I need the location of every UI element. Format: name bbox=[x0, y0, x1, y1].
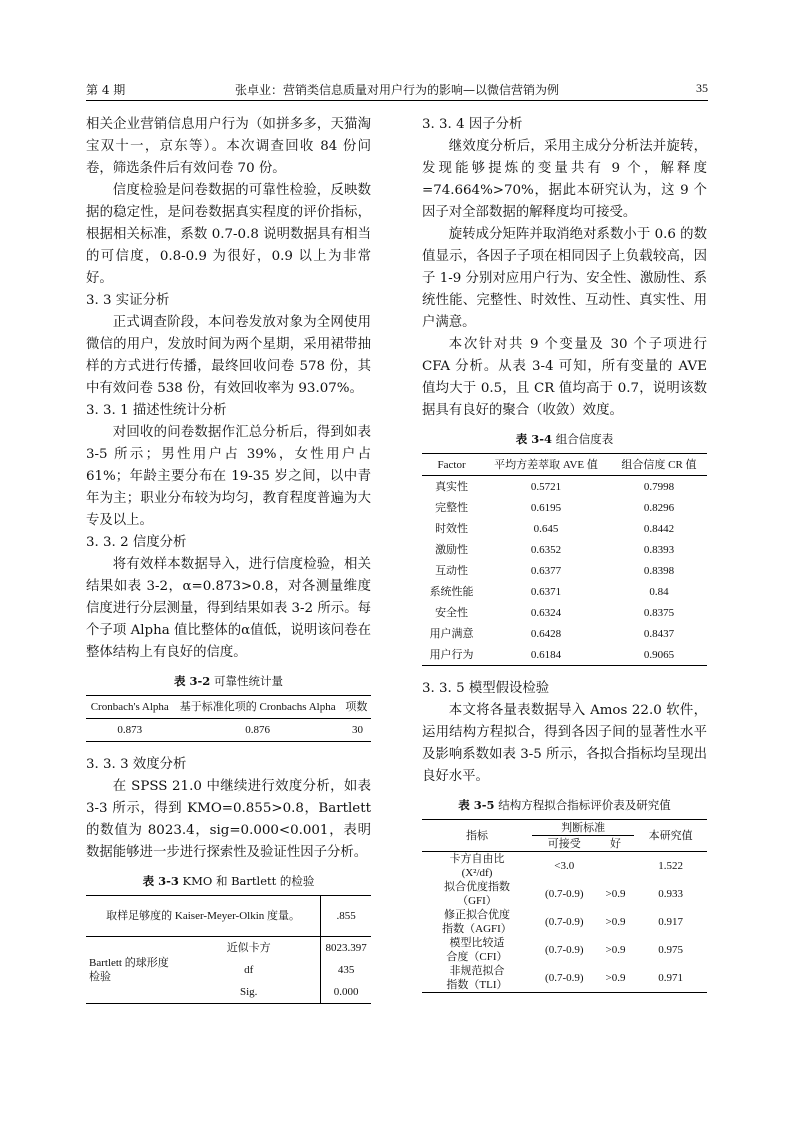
table-row bbox=[422, 497, 707, 518]
table-cell: 0.975 bbox=[658, 944, 684, 956]
section-heading: 3. 3. 5 模型假设检验 bbox=[422, 681, 550, 696]
table-cell: 时效性 bbox=[435, 522, 469, 535]
table-cell: 安全性 bbox=[435, 606, 469, 619]
table-cell: 0.971 bbox=[658, 972, 684, 984]
table-cell: 0.000 bbox=[333, 986, 359, 998]
table-row bbox=[422, 476, 707, 498]
table-row bbox=[422, 852, 707, 881]
table-cell: 0.6377 bbox=[530, 564, 562, 577]
model-fit-table bbox=[422, 819, 707, 993]
table-cell: 0.84 bbox=[649, 585, 669, 598]
table-row bbox=[422, 539, 707, 560]
table-title: 结构方程拟合指标评价表及研究值 bbox=[498, 798, 671, 812]
table-cell: 0.6195 bbox=[530, 501, 562, 514]
table-cell: 用户满意 bbox=[429, 627, 474, 640]
table-cell: 0.8393 bbox=[643, 543, 675, 556]
table-cell: 0.645 bbox=[533, 522, 559, 535]
table-cell: (0.7-0.9) bbox=[545, 888, 584, 900]
paragraph: 信度检验是问卷数据的可靠性检验，反映数据的稳定性，是问卷数据真实程度的评价指标，根据相关标准，系数 0.7-0.8 说明数据具有相当的可信度，0.8-0.9 为很好，0.9 以上为非常好。 bbox=[86, 183, 371, 286]
table-cell: 取样足够度的 Kaiser-Meyer-Olkin 度量。 bbox=[86, 896, 321, 937]
table-cell: 0.6184 bbox=[530, 648, 562, 661]
table-cell: 0.917 bbox=[658, 916, 684, 928]
table-cell: 卡方自由比 (X²/df) bbox=[449, 853, 505, 879]
table-header: 本研究值 bbox=[648, 829, 693, 842]
table-cell: 近似卡方 bbox=[177, 937, 321, 960]
table-number: 表 3-2 bbox=[174, 674, 211, 688]
table-cell: 系统性能 bbox=[429, 585, 474, 598]
table-cell: 拟合优度指数 （GFI） bbox=[443, 881, 510, 907]
paragraph: 在 SPSS 21.0 中继续进行效度分析，如表 3-3 所示，得到 KMO=0.855>0.8，Bartlett 的数值为 8023.4，sig=0.000<0.001，表明数据能够进一步进行探索性及验证性因子分析。 bbox=[86, 779, 371, 860]
table-cell: >0.9 bbox=[605, 944, 626, 956]
table-caption bbox=[422, 794, 707, 816]
table-cell: Bartlett 的球形度检验 bbox=[89, 957, 169, 983]
table-cell: 修正拟合优度 指数（AGFI） bbox=[442, 909, 512, 935]
section-heading: 3. 3 实证分析 bbox=[86, 293, 170, 308]
table-row bbox=[422, 581, 707, 602]
paragraph: 相关企业营销信息用户行为（如拼多多，天猫淘宝双十一，京东等）。本次调查回收 84 份问卷，筛选条件后有效问卷 70 份。 bbox=[86, 117, 371, 176]
table-header: 好 bbox=[609, 837, 621, 850]
table-number: 表 3-3 bbox=[142, 874, 179, 888]
paragraph: 正式调查阶段，本问卷发放对象为全网使用微信的用户，发放时间为两个星期，采用裙带抽样的方式进行传播，最终回收问卷 578 份，其中有效问卷 538 份，有效回收率为 93.07%。 bbox=[86, 315, 371, 396]
table-caption bbox=[86, 670, 371, 692]
right-column bbox=[422, 114, 707, 993]
table-cell: 1.522 bbox=[658, 860, 684, 872]
table-title: 组合信度表 bbox=[555, 432, 614, 446]
paragraph: 对回收的问卷数据作汇总分析后，得到如表 3-5 所示；男性用户占 39%，女性用户占 61%；年龄主要分布在 19-35 岁之间，以中青年为主；职业分布较为均匀，教育程度普遍为大专及以上。 bbox=[86, 425, 371, 528]
table-header: Cronbach's Alpha bbox=[90, 701, 169, 713]
page-number: 35 bbox=[696, 81, 708, 95]
table-row bbox=[422, 880, 707, 908]
table-caption bbox=[86, 870, 371, 892]
table-caption bbox=[422, 428, 707, 450]
table-cell: 0.8375 bbox=[643, 606, 675, 619]
table-cell: 0.6324 bbox=[530, 606, 562, 619]
paragraph: 本次针对共 9 个变量及 30 个子项进行 CFA 分析。从表 3-4 可知，所有变量的 AVE 值均大于 0.5，且 CR 值均高于 0.7，说明该数据具有良好的聚合（收敛）效度。 bbox=[422, 337, 707, 418]
table-cell: (0.7-0.9) bbox=[545, 972, 584, 984]
table-cell: (0.7-0.9) bbox=[545, 944, 584, 956]
table-cell: 0.6371 bbox=[530, 585, 562, 598]
table-cell: 完整性 bbox=[435, 501, 469, 514]
table-cell: 0.8296 bbox=[643, 501, 675, 514]
table-cell: 0.5721 bbox=[530, 480, 562, 493]
table-cell: 0.8398 bbox=[643, 564, 675, 577]
reliability-table bbox=[86, 695, 371, 742]
table-cell: df bbox=[177, 959, 321, 981]
table-title: KMO 和 Bartlett 的检验 bbox=[182, 874, 315, 888]
section-heading: 3. 3. 2 信度分析 bbox=[86, 535, 187, 550]
paragraph: 继效度分析后，采用主成分分析法并旋转，发现能够提炼的变量共有 9 个，解释度=74.664%>70%，据此本研究认为，这 9 个因子对全部数据的解释度均可接受。 bbox=[422, 139, 707, 220]
table-header: 判断标准 bbox=[561, 821, 606, 834]
paragraph: 旋转成分矩阵并取消绝对系数小于 0.6 的数值显示，各因子子项在相同因子上负载较高，因子 1-9 分别对应用户行为、安全性、激励性、系统性能、完整性、时效性、互动性、真实性、用户满意。 bbox=[422, 227, 707, 330]
table-cell: 0.9065 bbox=[643, 648, 675, 661]
table-cell: 8023.397 bbox=[325, 942, 367, 954]
table-cell: 非规范拟合 指数（TLI） bbox=[446, 965, 508, 991]
table-cell: 0.933 bbox=[658, 888, 684, 900]
table-cell: 0.6428 bbox=[530, 627, 562, 640]
table-cell: 0.6352 bbox=[530, 543, 562, 556]
table-row bbox=[422, 644, 707, 666]
table-header: 可接受 bbox=[547, 837, 581, 850]
table-header: Factor bbox=[437, 458, 466, 471]
table-cell bbox=[597, 852, 635, 881]
table-number: 表 3-4 bbox=[515, 432, 553, 446]
section-heading: 3. 3. 4 因子分析 bbox=[422, 117, 523, 132]
paragraph: 将有效样本数据导入，进行信度检验，相关结果如表 3-2，α=0.873>0.8，对各测量维度信度进行分层测量，得到结果如表 3-2 所示。每个子项 Alpha 值比整体的α值低，说明该问卷在整体结构上有良好的信度。 bbox=[86, 557, 371, 660]
table-cell: 互动性 bbox=[435, 564, 469, 577]
table-header: 平均方差萃取 AVE 值 bbox=[494, 458, 598, 471]
table-cell: >0.9 bbox=[605, 916, 626, 928]
issue-number: 第 4 期 bbox=[86, 83, 126, 97]
table-row bbox=[422, 908, 707, 936]
table-cell: >0.9 bbox=[605, 888, 626, 900]
table-cell: 0.876 bbox=[245, 724, 271, 736]
table-row bbox=[422, 602, 707, 623]
section-heading: 3. 3. 3 效度分析 bbox=[86, 757, 187, 772]
table-cell: (0.7-0.9) bbox=[545, 916, 584, 928]
table-row bbox=[422, 964, 707, 993]
table-cell: .855 bbox=[336, 910, 356, 922]
table-row bbox=[422, 936, 707, 964]
paragraph: 本文将各量表数据导入 Amos 22.0 软件，运用结构方程拟合，得到各因子间的显著性水平及影响系数如表 3-5 所示，各拟合指标均呈现出良好水平。 bbox=[422, 703, 707, 784]
table-cell: 0.8437 bbox=[643, 627, 675, 640]
running-title: 张卓业：营销类信息质量对用户行为的影响—以微信营销为例 bbox=[234, 83, 559, 97]
table-row bbox=[422, 518, 707, 539]
table-header: 基于标准化项的 Cronbachs Alpha bbox=[179, 701, 336, 713]
table-row bbox=[422, 623, 707, 644]
table-cell: 激励性 bbox=[435, 543, 469, 556]
table-cell: 435 bbox=[337, 964, 355, 976]
table-row bbox=[422, 560, 707, 581]
table-cell: 30 bbox=[352, 724, 363, 736]
table-header: 组合信度 CR 值 bbox=[621, 458, 697, 471]
table-cell: 0.8442 bbox=[643, 522, 675, 535]
section-heading: 3. 3. 1 描述性统计分析 bbox=[86, 403, 227, 418]
left-column bbox=[86, 114, 371, 1004]
table-cell: 0.873 bbox=[117, 724, 143, 736]
table-cell: 0.7998 bbox=[643, 480, 675, 493]
running-header bbox=[86, 78, 708, 101]
table-number: 表 3-5 bbox=[458, 798, 495, 812]
table-header: 项数 bbox=[345, 701, 368, 713]
table-title: 可靠性统计量 bbox=[213, 674, 283, 688]
table-cell: <3.0 bbox=[554, 860, 575, 872]
table-cell: 真实性 bbox=[435, 480, 469, 493]
composite-reliability-table bbox=[422, 453, 707, 666]
table-header: 指标 bbox=[465, 829, 488, 842]
table-cell: >0.9 bbox=[605, 972, 626, 984]
table-cell: 用户行为 bbox=[429, 648, 474, 661]
table-cell: Sig. bbox=[177, 981, 321, 1004]
kmo-bartlett-table bbox=[86, 895, 371, 1004]
table-cell: 模型比较适 合度（CFI） bbox=[446, 937, 508, 963]
